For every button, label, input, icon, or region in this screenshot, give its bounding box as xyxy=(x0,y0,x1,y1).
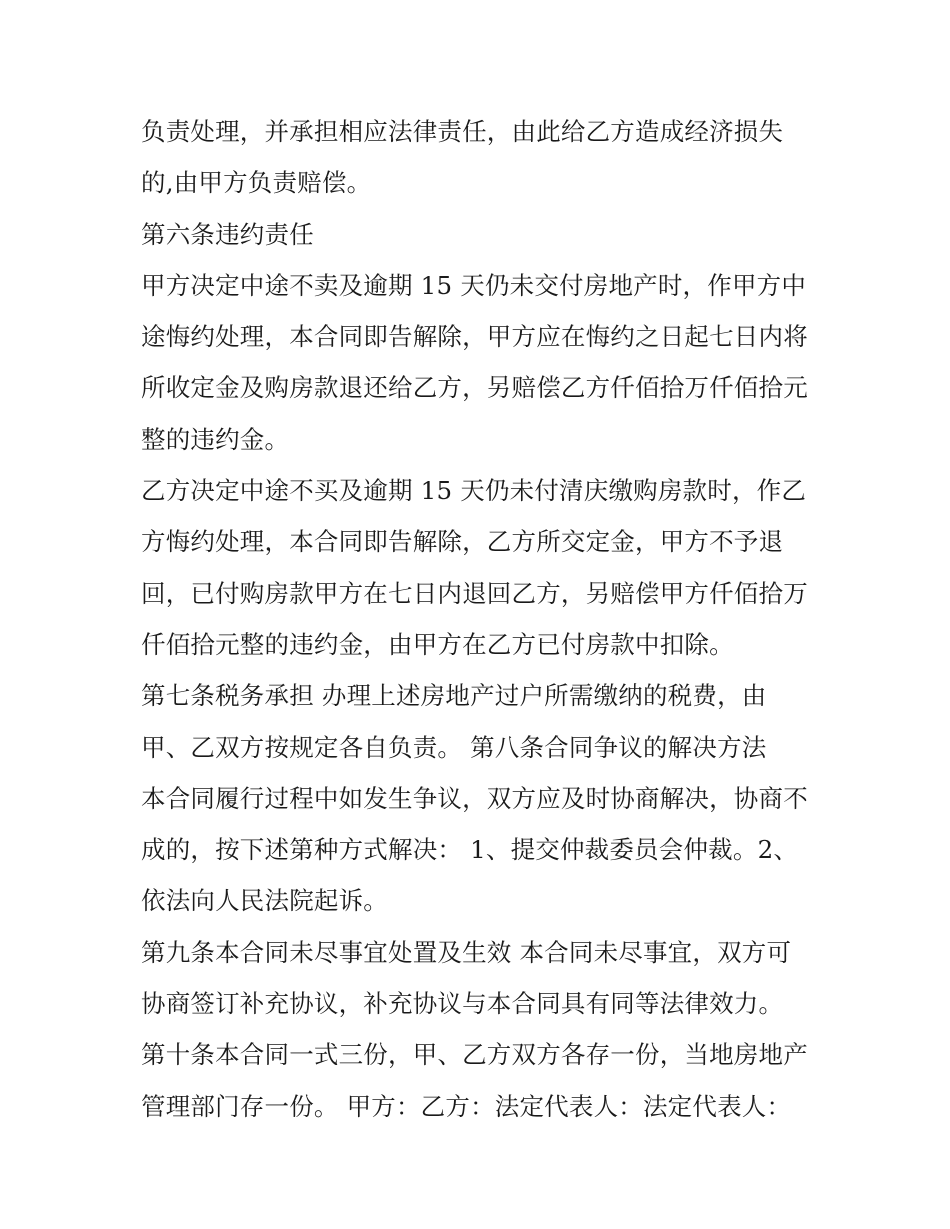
text-line: 乙方决定中途不买及逾期 15 天仍未付清庆缴购房款时，作乙 xyxy=(141,476,807,506)
text-line: 成的，按下述第种方式解决： 1、提交仲裁委员会仲裁。2、 xyxy=(141,835,799,865)
text-line: 仟佰拾元整的违约金，由甲方在乙方已付房款中扣除。 xyxy=(141,629,734,659)
text-line: 甲方决定中途不卖及逾期 15 天仍未交付房地产时，作甲方中 xyxy=(141,270,807,300)
text-line: 回，已付购房款甲方在七日内退回乙方，另赔偿甲方仟佰拾万 xyxy=(141,578,808,608)
text-line: 整的违约金。 xyxy=(141,424,290,454)
text-line: 第十条本合同一式三份，甲、乙方双方各存一份，当地房地产 xyxy=(141,1040,808,1070)
text-line: 管理部门存一份。 甲方：乙方：法定代表人：法定代表人： xyxy=(141,1091,792,1121)
text-line: 负责处理，并承担相应法律责任，由此给乙方造成经济损失 xyxy=(141,117,784,146)
text-line: 的,由甲方负责赔偿。 xyxy=(141,168,372,198)
text-line: 甲、乙双方按规定各自负责。 第八条合同争议的解决方法 xyxy=(141,732,767,762)
text-line: 所收定金及购房款退还给乙方，另赔偿乙方仟佰拾万仟佰拾元 xyxy=(141,373,808,403)
text-line: 途悔约处理，本合同即告解除，甲方应在悔约之日起七日内将 xyxy=(141,322,808,352)
section-heading: 第六条违约责任 xyxy=(141,219,314,249)
text-line: 第七条税务承担 办理上述房地产过户所需缴纳的税费，由 xyxy=(141,681,767,711)
text-line: 第九条本合同未尽事宜处置及生效 本合同未尽事宜，双方可 xyxy=(141,937,792,967)
text-line: 本合同履行过程中如发生争议，双方应及时协商解决，协商不 xyxy=(141,783,808,813)
text-line: 协商签订补充协议，补充协议与本合同具有同等法律效力。 xyxy=(141,989,784,1019)
document-body xyxy=(141,106,821,1132)
text-line: 依法向人民法院起诉。 xyxy=(141,886,388,916)
text-line: 方悔约处理，本合同即告解除，乙方所交定金，甲方不予退 xyxy=(141,527,784,557)
